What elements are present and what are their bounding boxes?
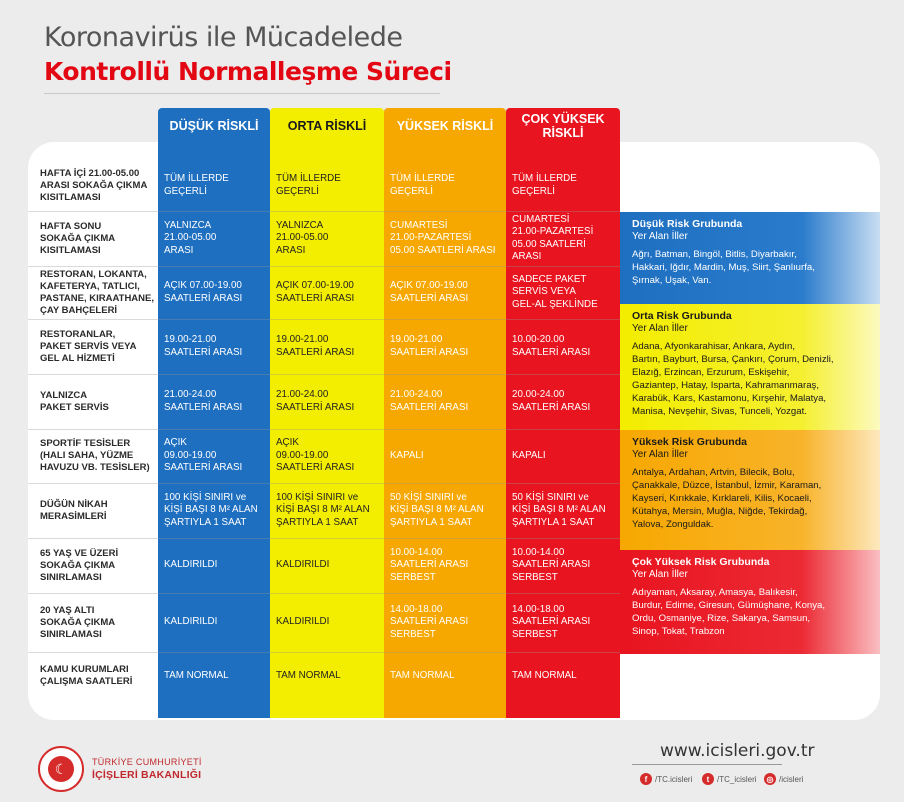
social-handle: /icisleri [779,774,804,784]
table-cell [158,652,270,700]
panel-high-risk-provinces [620,430,880,550]
cell-text: 50 KİŞİ SINIRI ve KİŞİ BAŞI 8 M² ALAN ŞARTIYLA 1 SAAT [390,491,484,528]
cell-text: TÜM İLLERDE GEÇERLİ [276,173,341,197]
cell-text: 21.00-24.00 SAATLERİ ARASI [390,389,469,413]
table-cell [270,483,384,538]
social-twitter[interactable] [702,773,757,785]
cell-text: AÇIK 09.00-19.00 SAATLERİ ARASI [276,437,355,474]
cell-text: 19.00-21.00 SAATLERİ ARASI [164,334,243,358]
row-label-text: HAFTA SONU SOKAĞA ÇIKMA KISITLAMASI [40,220,116,256]
table-cell [158,266,270,319]
cell-text: TAM NORMAL [276,669,341,681]
cell-text: 19.00-21.00 SAATLERİ ARASI [390,334,469,358]
table-cell [384,483,506,538]
table-cell [158,319,270,374]
province-list: Adana, Afyonkarahisar, Ankara, Aydın, Bartın, Bayburt, Bursa, Çankırı, Çorum, Denizli, Elazığ, Erzincan, Erzurum, Eskişehir, Gaziantep, Hatay, Isparta, Kahramanmaraş, Karabük, Kars, Kastamonu, Kırşehir, Malatya, Manisa, Nevşehir, Sivas, Tunceli, Yozgat. [632,341,834,417]
cell-text: 100 KİŞİ SINIRI ve KİŞİ BAŞI 8 M² ALAN ŞARTIYLA 1 SAAT [164,491,258,528]
table-cell [270,593,384,652]
row-label [40,266,158,319]
page-title: Koronavirüs ile Mücadelede [44,22,403,53]
row-label-text: SPORTİF TESİSLER (HALI SAHA, YÜZME HAVUZU VB. TESİSLER) [40,438,150,473]
column-header-high: YÜKSEK RİSKLİ [396,119,494,133]
cell-text: TAM NORMAL [164,669,229,681]
panel-low-risk-provinces [620,212,880,304]
table-cell [158,374,270,429]
table-cell [384,652,506,700]
table-cell [384,429,506,483]
cell-text: AÇIK 09.00-19.00 SAATLERİ ARASI [164,437,243,474]
ministry-name-line2: İÇİŞLERİ BAKANLIĞI [92,769,202,781]
table-cell [158,593,270,652]
province-list: Ağrı, Batman, Bingöl, Bitlis, Diyarbakır, Hakkari, Iğdır, Mardin, Muş, Siirt, Şanlıurfa, Şırnak, Uşak, Van. [632,249,815,286]
cell-text: YALNIZCA 21.00-05.00 ARASI [276,219,329,256]
cell-text: 21.00-24.00 SAATLERİ ARASI [276,389,355,413]
cell-text: KALDIRILDI [276,616,330,628]
panel-medium-risk-provinces [620,304,880,430]
panel-subtitle: Yer Alan İller [632,231,688,242]
table-cell [506,211,620,266]
table-cell [270,160,384,211]
social-handle: /TC_icisleri [717,774,757,784]
row-label-text: HAFTA İÇİ 21.00-05.00 ARASI SOKAĞA ÇIKMA KISITLAMASI [40,167,148,203]
row-label [40,652,158,700]
cell-text: 10.00-14.00 SAATLERİ ARASI SERBEST [512,546,591,583]
column-header-low: DÜŞÜK RİSKLİ [169,119,259,133]
cell-text: 19.00-21.00 SAATLERİ ARASI [276,334,355,358]
cell-text: 14.00-18.00 SAATLERİ ARASI SERBEST [390,603,469,640]
row-label [40,593,158,652]
cell-text: KAPALI [390,449,424,461]
table-cell [158,211,270,266]
cell-text: AÇIK 07.00-19.00 SAATLERİ ARASI [276,280,355,304]
table-cell [506,483,620,538]
cell-text: YALNIZCA 21.00-05.00 ARASI [164,219,217,256]
table-cell [270,319,384,374]
row-label-text: DÜĞÜN NİKAH MERASİMLERİ [40,498,108,522]
table-cell [158,538,270,593]
panel-subtitle: Yer Alan İller [632,569,688,580]
row-label-text: 20 YAŞ ALTI SOKAĞA ÇIKMA SINIRLAMASI [40,604,116,640]
table-cell [506,429,620,483]
panel-very-high-risk-provinces [620,550,880,654]
row-label [40,429,158,483]
table-cell [506,319,620,374]
cell-text: TAM NORMAL [390,669,455,681]
table-cell [270,538,384,593]
table-cell [506,652,620,700]
table-cell [270,652,384,700]
crescent-star-icon: ☾ [48,756,74,782]
cell-text: TÜM İLLERDE GEÇERLİ [512,173,577,197]
table-cell [506,374,620,429]
table-cell [384,211,506,266]
table-cell [384,538,506,593]
table-cell [384,319,506,374]
table-cell [384,374,506,429]
table-cell [384,160,506,211]
ministry-name-line1: TÜRKİYE CUMHURİYETİ [92,757,202,767]
row-label [40,319,158,374]
cell-text: TÜM İLLERDE GEÇERLİ [164,173,229,197]
website-link[interactable]: www.icisleri.gov.tr [660,741,815,761]
table-cell [384,266,506,319]
table-cell [158,483,270,538]
cell-text: CUMARTESİ 21.00-PAZARTESİ 05.00 SAATLERİ ARASI [512,213,594,262]
social-facebook[interactable] [640,773,692,785]
column-header-very-high: ÇOK YÜKSEK RİSKLİ [521,112,605,140]
social-handle: /TC.icisleri [655,774,693,784]
table-cell [506,593,620,652]
table-cell [158,160,270,211]
row-label-text: YALNIZCA PAKET SERVİS [40,389,109,413]
column-header-medium: ORTA RİSKLİ [287,119,367,133]
cell-text: AÇIK 07.00-19.00 SAATLERİ ARASI [390,280,469,304]
table-cell [270,211,384,266]
cell-text: AÇIK 07.00-19.00 SAATLERİ ARASI [164,280,243,304]
cell-text: KALDIRILDI [164,616,218,628]
ministry-logo [38,746,84,792]
cell-text: 10.00-14.00 SAATLERİ ARASI SERBEST [390,546,469,583]
panel-title: Düşük Risk Grubunda [632,218,743,230]
facebook-icon: f [640,773,652,785]
cell-text: 50 KİŞİ SINIRI ve KİŞİ BAŞI 8 M² ALAN ŞARTIYLA 1 SAAT [512,491,606,528]
twitter-icon: t [702,773,714,785]
cell-text: 100 KİŞİ SINIRI ve KİŞİ BAŞI 8 M² ALAN ŞARTIYLA 1 SAAT [276,491,370,528]
instagram-icon: ◎ [764,773,776,785]
panel-title: Orta Risk Grubunda [632,310,732,322]
cell-text: KALDIRILDI [276,559,330,571]
row-label-text: 65 YAŞ VE ÜZERİ SOKAĞA ÇIKMA SINIRLAMASI [40,547,119,583]
cell-text: 20.00-24.00 SAATLERİ ARASI [512,389,591,413]
row-label-text: KAMU KURUMLARI ÇALIŞMA SAATLERİ [40,664,133,687]
row-label [40,211,158,266]
cell-text: 10.00-20.00 SAATLERİ ARASI [512,334,591,358]
cell-text: KALDIRILDI [164,559,218,571]
cell-text: TÜM İLLERDE GEÇERLİ [390,173,455,197]
title-divider [44,93,440,94]
panel-subtitle: Yer Alan İller [632,449,688,460]
cell-text: 14.00-18.00 SAATLERİ ARASI SERBEST [512,603,591,640]
table-cell [270,266,384,319]
row-label [40,374,158,429]
table-cell [270,429,384,483]
page-subtitle: Kontrollü Normalleşme Süreci [44,57,452,86]
province-list: Antalya, Ardahan, Artvin, Bilecik, Bolu, Çanakkale, Düzce, İstanbul, İzmir, Karaman, Kayseri, Kırıkkale, Kırklareli, Kilis, Kocaeli, Kütahya, Mersin, Muğla, Niğde, Tekirdağ, Yalova, Zonguldak. [632,467,822,530]
social-instagram[interactable] [764,773,803,785]
cell-text: SADECE PAKET SERVİS VEYA GEL-AL ŞEKLİNDE [512,273,598,310]
row-label [40,483,158,538]
panel-subtitle: Yer Alan İller [632,323,688,334]
cell-text: CUMARTESİ 21.00-PAZARTESİ 05.00 SAATLERİ ARASI [390,219,496,256]
table-cell [270,374,384,429]
table-cell [384,593,506,652]
cell-text: 21.00-24.00 SAATLERİ ARASI [164,389,243,413]
province-list: Adıyaman, Aksaray, Amasya, Balıkesir, Burdur, Edirne, Giresun, Gümüşhane, Konya, Ordu, Osmaniye, Rize, Sakarya, Samsun, Sinop, Tokat, Trabzon [632,587,826,637]
row-label-text: RESTORANLAR, PAKET SERVİS VEYA GEL AL HİZMETİ [40,328,137,364]
row-label [40,160,158,211]
row-label [40,538,158,593]
website-divider [632,764,782,765]
table-cell [158,429,270,483]
table-cell [506,160,620,211]
cell-text: KAPALI [512,449,546,461]
panel-title: Çok Yüksek Risk Grubunda [632,556,770,568]
panel-title: Yüksek Risk Grubunda [632,436,747,448]
cell-text: TAM NORMAL [512,669,577,681]
row-label-text: RESTORAN, LOKANTA, KAFETERYA, TATLICI, PASTANE, KIRAATHANE, ÇAY BAHÇELERİ [40,268,154,316]
table-cell [506,266,620,319]
table-cell [506,538,620,593]
